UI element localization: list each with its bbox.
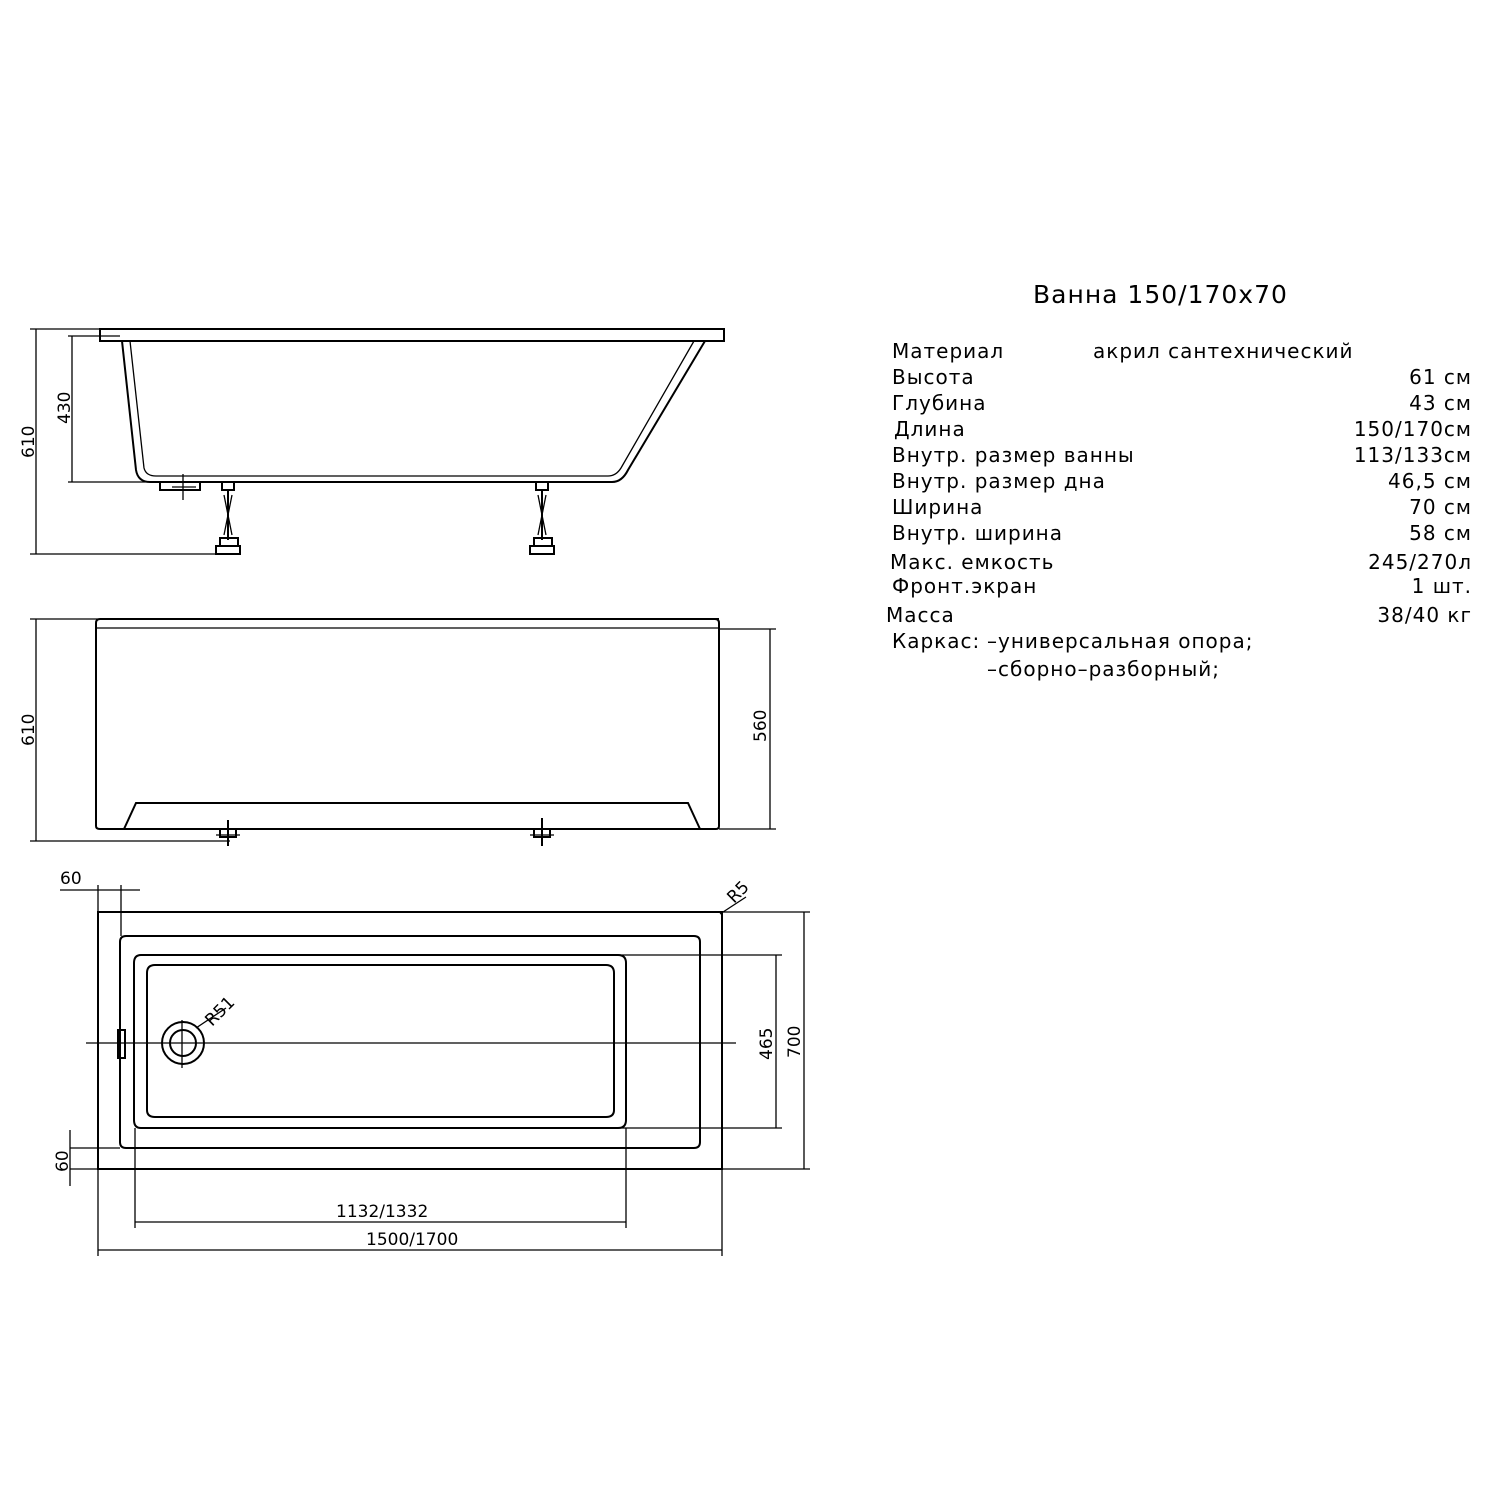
spec-label: Глубина (892, 391, 987, 415)
spec-label: Материал (892, 339, 1005, 363)
spec-row-capacity (0, 550, 1500, 576)
spec-value: 46,5 см (1388, 469, 1472, 493)
top-outer-rim (98, 912, 722, 1169)
front-foot-right (530, 818, 554, 846)
spec-label: Внутр. размер ванны (892, 443, 1135, 467)
spec-row-front-panel (0, 574, 1500, 600)
spec-value: 61 см (1409, 365, 1472, 389)
spec-value: 245/270л (1368, 550, 1472, 574)
spec-row-inner-size (0, 443, 1500, 469)
spec-value: 113/133см (1353, 443, 1472, 467)
product-title: Ванна 150/170х70 (1033, 280, 1288, 309)
spec-row-height (0, 365, 1500, 391)
spec-value: 70 см (1409, 495, 1472, 519)
spec-label: Фронт.экран (892, 574, 1038, 598)
spec-row-frame-2 (0, 657, 1500, 683)
spec-row-frame (0, 629, 1500, 655)
spec-label: Масса (886, 603, 955, 627)
spec-value: 43 см (1409, 391, 1472, 415)
spec-row-bottom-size (0, 469, 1500, 495)
dim-side-total-height: 610 (19, 425, 39, 458)
dim-corner-radius: R5 (723, 877, 754, 908)
spec-row-width (0, 495, 1500, 521)
spec-label: Макс. емкость (890, 550, 1055, 574)
dim-front-panel-height: 560 (751, 709, 771, 742)
spec-row-weight (0, 603, 1500, 629)
spec-value: акрил сантехнический (1093, 339, 1354, 363)
top-bottom-area (147, 965, 614, 1117)
spec-label: Внутр. размер дна (892, 469, 1106, 493)
dim-front-total-height: 610 (19, 713, 39, 746)
spec-frame-line: –универсальная опора; (987, 629, 1254, 653)
top-view (53, 869, 810, 1256)
dim-inner-length: 1132/1332 (336, 1202, 429, 1222)
spec-value: 1 шт. (1411, 574, 1472, 598)
dim-total-length: 1500/1700 (366, 1230, 459, 1250)
front-foot-left (216, 820, 240, 846)
dim-drain-radius: R51 (201, 992, 240, 1031)
spec-row-depth (0, 391, 1500, 417)
dim-rim-bottom: 60 (53, 1150, 73, 1172)
dim-rim-top: 60 (60, 869, 82, 889)
dim-inner-width: 465 (757, 1027, 777, 1060)
spec-label: Ширина (892, 495, 984, 519)
dim-side-depth: 430 (55, 391, 75, 424)
spec-frame-line: –сборно–разборный; (987, 657, 1221, 681)
spec-label: Длина (894, 417, 966, 441)
spec-row-length (0, 417, 1500, 443)
spec-label: Высота (892, 365, 975, 389)
spec-value: 38/40 кг (1377, 603, 1472, 627)
spec-value: 58 см (1409, 521, 1472, 545)
spec-value: 150/170см (1353, 417, 1472, 441)
spec-label: Каркас: (892, 629, 981, 653)
spec-row-material (0, 339, 1500, 365)
spec-label: Внутр. ширина (892, 521, 1064, 545)
dim-total-width: 700 (785, 1025, 805, 1058)
spec-row-inner-width (0, 521, 1500, 547)
